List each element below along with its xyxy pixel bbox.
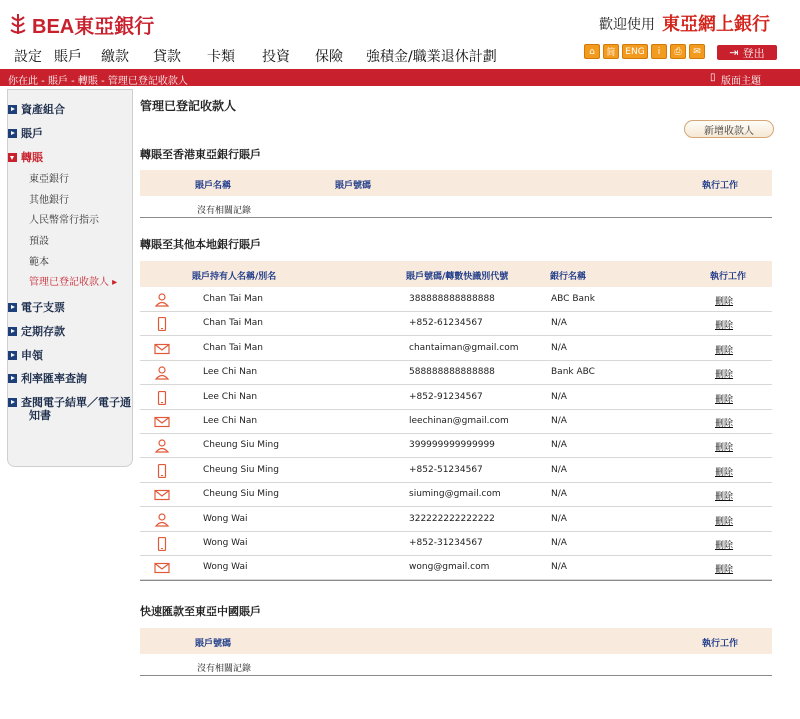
sidebar-item-label: 電子支票 bbox=[21, 301, 65, 314]
email-icon bbox=[154, 341, 170, 355]
logo-text: BEA東亞銀行 bbox=[32, 15, 155, 38]
payee-bank: N/A bbox=[551, 538, 567, 548]
col-holder-name: 賬戶持有人名稱/別名 bbox=[192, 272, 277, 282]
sidebar-item-label: 申領 bbox=[21, 349, 43, 362]
payee-account: +852-91234567 bbox=[409, 391, 483, 402]
section-title-other-local: 轉賬至其他本地銀行賬戶 bbox=[140, 238, 261, 251]
delete-link[interactable]: 刪除 bbox=[715, 443, 734, 454]
add-payee-button[interactable]: 新增收款人 bbox=[684, 120, 774, 138]
english-icon[interactable]: ENG bbox=[622, 44, 648, 59]
arrow-icon bbox=[8, 374, 17, 383]
nav-accounts[interactable]: 賬戶 bbox=[54, 49, 82, 65]
person-icon bbox=[154, 365, 170, 379]
sidebar-item-label: 定期存款 bbox=[21, 325, 65, 338]
sidebar-item-label: 利率匯率查詢 bbox=[21, 372, 87, 385]
payee-name: Chan Tai Man bbox=[203, 294, 263, 304]
arrow-icon bbox=[8, 351, 17, 360]
table-row bbox=[140, 337, 772, 361]
sidebar-item-estatement[interactable] bbox=[8, 394, 131, 410]
table-divider bbox=[140, 675, 772, 676]
arrow-icon bbox=[8, 398, 17, 407]
mobile-icon bbox=[154, 316, 170, 330]
section-title-china: 快速匯款至東亞中國賬戶 bbox=[140, 605, 261, 618]
payee-name: Lee Chi Nan bbox=[203, 367, 258, 378]
logout-label: 登出 bbox=[742, 46, 765, 60]
payee-account: 322222222222222 bbox=[409, 513, 495, 524]
theme-icon: ▯ bbox=[710, 72, 716, 83]
email-icon bbox=[154, 414, 170, 428]
payee-bank: N/A bbox=[551, 464, 567, 475]
sidebar-item-apply[interactable] bbox=[8, 347, 43, 363]
delete-link[interactable]: 刪除 bbox=[715, 419, 734, 429]
payee-name: Lee Chi Nan bbox=[203, 391, 258, 402]
person-icon bbox=[154, 292, 170, 306]
bea-logo-icon bbox=[8, 13, 28, 35]
table-row bbox=[140, 312, 772, 336]
payee-name: Wong Wai bbox=[203, 513, 248, 524]
home-icon[interactable]: ⌂ bbox=[584, 44, 600, 59]
table-divider bbox=[140, 217, 772, 218]
col-action: 執行工作 bbox=[702, 181, 739, 191]
payee-bank: N/A bbox=[551, 391, 567, 402]
table-row bbox=[140, 556, 772, 580]
mail-icon[interactable]: ✉ bbox=[689, 44, 705, 59]
arrow-icon bbox=[8, 303, 17, 312]
sidebar-item-label: 資產組合 bbox=[21, 103, 65, 116]
table-row bbox=[140, 532, 772, 556]
table-header bbox=[140, 628, 772, 654]
table-row bbox=[140, 410, 772, 434]
payee-account: 588888888888888 bbox=[409, 367, 495, 378]
col-action: 執行工作 bbox=[702, 639, 739, 649]
delete-link[interactable]: 刪除 bbox=[715, 370, 734, 381]
payee-account: 388888888888888 bbox=[409, 294, 495, 304]
payee-account: 399999999999999 bbox=[409, 440, 495, 451]
col-action: 執行工作 bbox=[710, 272, 747, 282]
sidebar-item-portfolio[interactable] bbox=[8, 101, 65, 117]
table-row bbox=[140, 508, 772, 532]
table-row bbox=[140, 459, 772, 483]
delete-link[interactable]: 刪除 bbox=[715, 492, 734, 503]
delete-link[interactable]: 刪除 bbox=[715, 565, 734, 576]
breadcrumb-bar bbox=[0, 69, 800, 86]
theme-link[interactable]: 版面主題 bbox=[721, 76, 761, 87]
payee-account: +852-61234567 bbox=[409, 318, 483, 329]
payee-account: +852-51234567 bbox=[409, 464, 483, 475]
table-divider bbox=[140, 580, 772, 581]
payee-bank: Bank ABC bbox=[551, 367, 595, 378]
sidebar-item-rates[interactable] bbox=[8, 370, 87, 386]
payee-account: chantaiman@gmail.com bbox=[409, 342, 519, 353]
payee-account: +852-31234567 bbox=[409, 538, 483, 548]
payee-name: Lee Chi Nan bbox=[203, 416, 258, 426]
sidebar-sub-manage-payees[interactable]: 管理已登記收款人 ▸ bbox=[29, 277, 118, 288]
nav-payments[interactable]: 繳款 bbox=[101, 49, 129, 65]
nav-settings[interactable]: 設定 bbox=[14, 49, 42, 65]
header bbox=[0, 0, 800, 68]
print-icon[interactable]: ⎙ bbox=[670, 44, 686, 59]
payee-bank: N/A bbox=[551, 416, 567, 426]
col-bank-name: 銀行名稱 bbox=[550, 272, 587, 282]
sidebar-sub-rmb-standing[interactable]: 人民幣常行指示 bbox=[29, 215, 99, 226]
payee-bank: N/A bbox=[551, 342, 567, 353]
table-row bbox=[140, 386, 772, 410]
no-record-text: 沒有相關記錄 bbox=[197, 206, 252, 216]
delete-link[interactable]: 刪除 bbox=[715, 321, 734, 332]
payee-name: Cheung Siu Ming bbox=[203, 464, 279, 475]
table-row bbox=[140, 483, 772, 507]
payee-bank: ABC Bank bbox=[551, 294, 595, 304]
arrow-icon bbox=[8, 129, 17, 138]
mobile-icon bbox=[154, 536, 170, 550]
delete-link[interactable]: 刪除 bbox=[715, 297, 734, 307]
bea-logo[interactable] bbox=[8, 12, 154, 36]
sidebar-item-label: 賬戶 bbox=[21, 127, 43, 140]
sidebar-sub-preset[interactable]: 預設 bbox=[29, 236, 49, 247]
payee-name: Chan Tai Man bbox=[203, 318, 263, 329]
table-row bbox=[140, 288, 772, 312]
sidebar-item-echeque[interactable] bbox=[8, 299, 65, 315]
payee-bank: N/A bbox=[551, 513, 567, 524]
nav-insurance[interactable]: 保險 bbox=[315, 49, 343, 65]
sidebar-item-label-cont: 知書 bbox=[29, 409, 51, 422]
col-account-number: 賬戶號碼 bbox=[335, 181, 372, 191]
no-record-text: 沒有相關記錄 bbox=[197, 664, 252, 674]
table-header bbox=[140, 261, 772, 287]
section-title-bea-hk: 轉賬至香港東亞銀行賬戶 bbox=[140, 148, 261, 161]
mobile-icon bbox=[154, 463, 170, 477]
arrow-icon bbox=[8, 327, 17, 336]
payee-bank: N/A bbox=[551, 318, 567, 329]
email-icon bbox=[154, 560, 170, 574]
payee-account: leechinan@gmail.com bbox=[409, 416, 509, 426]
payee-name: Cheung Siu Ming bbox=[203, 489, 279, 500]
logout-icon: ⇥ bbox=[729, 46, 739, 59]
mobile-icon bbox=[154, 390, 170, 404]
sidebar-sub-other-banks[interactable]: 其他銀行 bbox=[29, 195, 69, 206]
brand-text: 東亞網上銀行 bbox=[662, 14, 770, 35]
sidebar-sub-bea[interactable]: 東亞銀行 bbox=[29, 174, 69, 185]
payee-bank: N/A bbox=[551, 440, 567, 451]
nav-cards[interactable]: 卡類 bbox=[207, 49, 235, 65]
payee-name: Wong Wai bbox=[203, 562, 248, 573]
payee-account: wong@gmail.com bbox=[409, 562, 490, 573]
delete-link[interactable]: 刪除 bbox=[715, 345, 734, 356]
arrow-icon bbox=[8, 105, 17, 114]
page-title: 管理已登記收款人 bbox=[140, 99, 237, 113]
sidebar-sub-template[interactable]: 範本 bbox=[29, 257, 49, 268]
nav-investment[interactable]: 投資 bbox=[262, 49, 290, 65]
arrow-down-icon bbox=[8, 153, 17, 162]
payee-name: Chan Tai Man bbox=[203, 342, 263, 353]
sidebar-item-time-deposit[interactable] bbox=[8, 323, 65, 339]
info-icon[interactable]: i bbox=[651, 44, 667, 59]
sidebar-item-label: 轉賬 bbox=[21, 151, 43, 164]
delete-link[interactable]: 刪除 bbox=[715, 516, 734, 527]
delete-link[interactable]: 刪除 bbox=[715, 394, 734, 405]
delete-link[interactable]: 刪除 bbox=[715, 467, 734, 478]
nav-loans[interactable]: 貸款 bbox=[153, 49, 181, 65]
delete-link[interactable]: 刪除 bbox=[715, 541, 734, 551]
col-account-fps: 賬戶號碼/轉數快識別代號 bbox=[406, 272, 509, 282]
col-account-number: 賬戶號碼 bbox=[195, 639, 232, 649]
person-icon bbox=[154, 512, 170, 526]
email-icon bbox=[154, 487, 170, 501]
payee-bank: N/A bbox=[551, 489, 567, 500]
welcome-text: 歡迎使用 bbox=[599, 17, 655, 33]
table-header bbox=[140, 170, 772, 196]
top-icons bbox=[584, 44, 705, 59]
nav-mpf[interactable]: 強積金/職業退休計劃 bbox=[366, 49, 497, 65]
breadcrumb: 你在此 - 賬戶 - 轉賬 - 管理已登記收款人 bbox=[8, 76, 188, 87]
sidebar-item-label: 查閱電子結單／電子通 bbox=[21, 396, 131, 409]
person-icon bbox=[154, 438, 170, 452]
sidebar-item-transfer[interactable] bbox=[8, 149, 43, 165]
simplified-chinese-icon[interactable]: 简 bbox=[603, 44, 619, 59]
payee-name: Wong Wai bbox=[203, 538, 248, 548]
sidebar-item-accounts[interactable] bbox=[8, 125, 43, 141]
logout-button[interactable] bbox=[717, 45, 777, 60]
table-row bbox=[140, 434, 772, 458]
table-row bbox=[140, 361, 772, 385]
col-account-name: 賬戶名稱 bbox=[195, 181, 232, 191]
payee-bank: N/A bbox=[551, 562, 567, 573]
payee-account: siuming@gmail.com bbox=[409, 489, 501, 500]
payee-name: Cheung Siu Ming bbox=[203, 440, 279, 451]
